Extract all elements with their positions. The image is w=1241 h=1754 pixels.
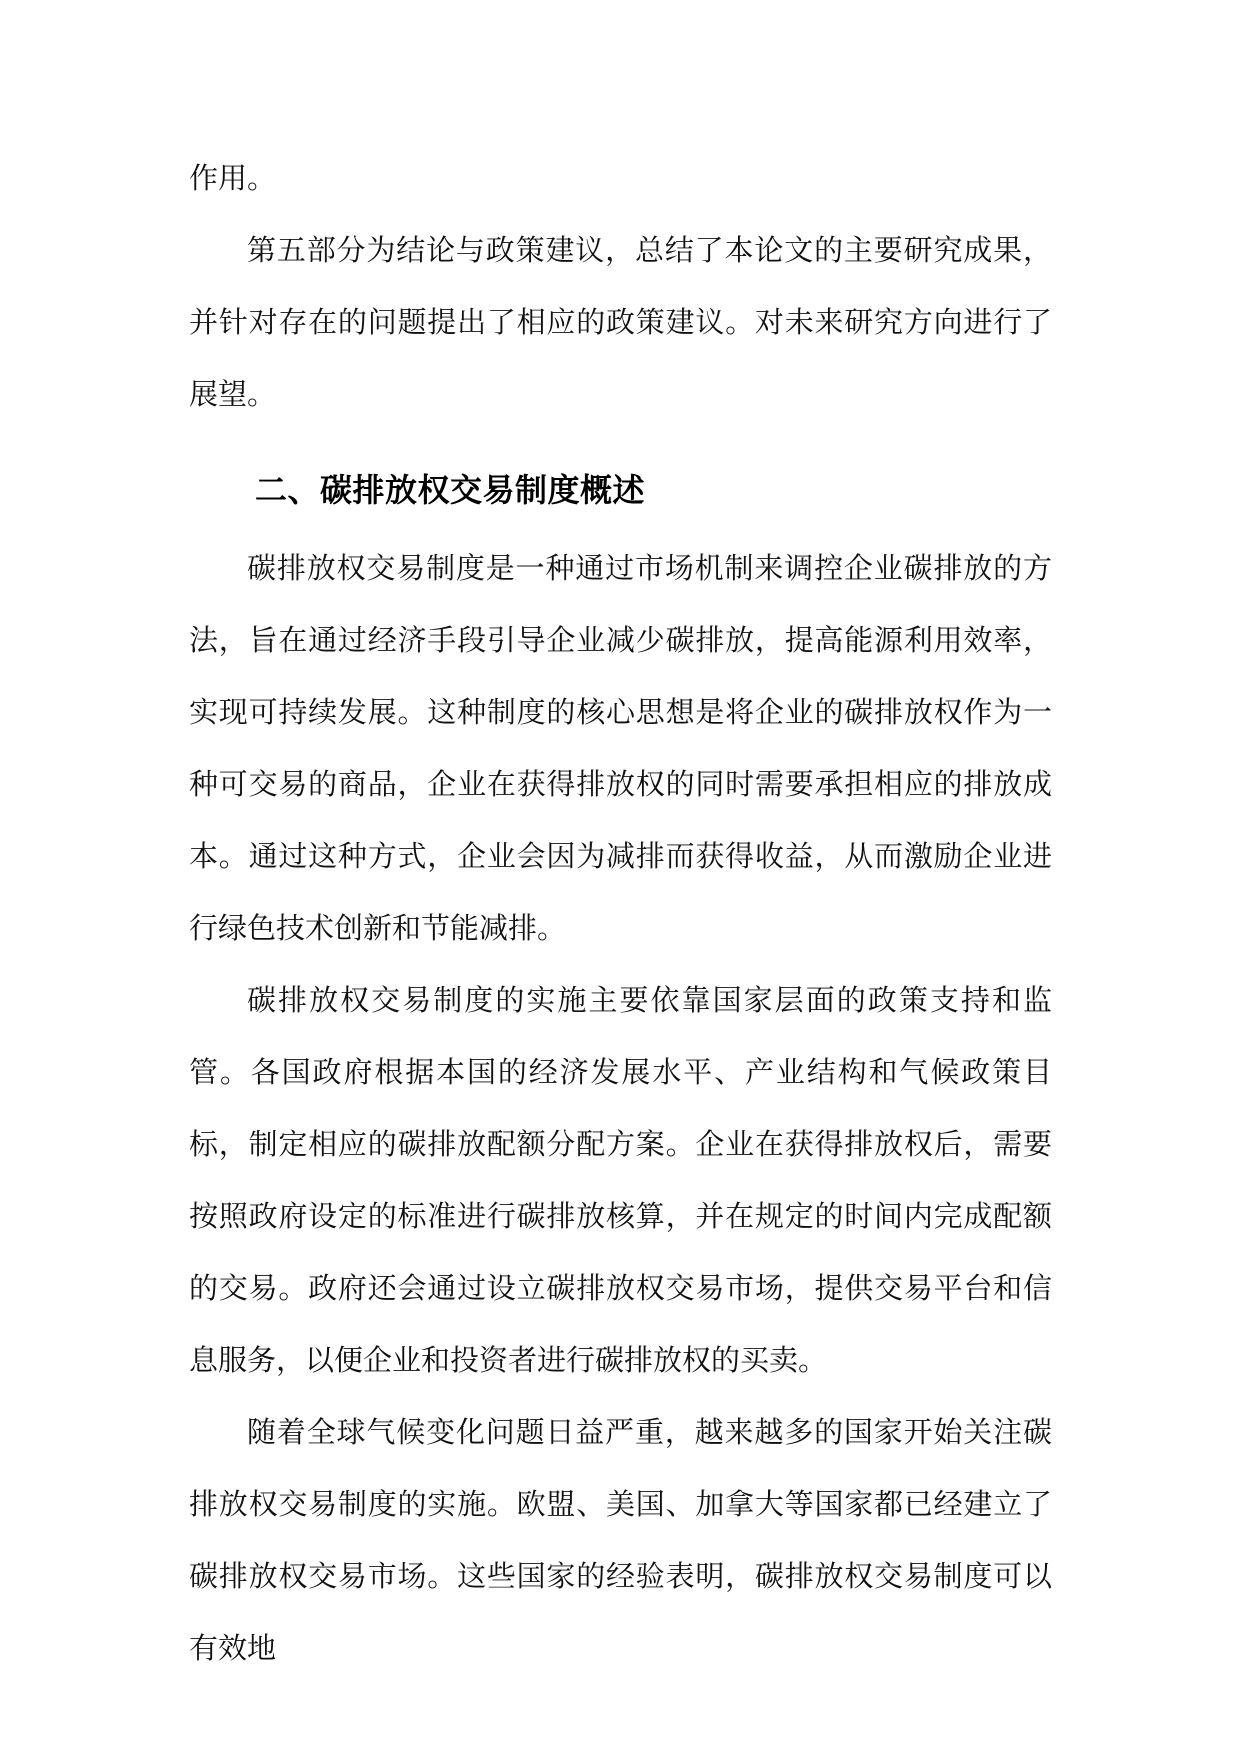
paragraph-global: 随着全球气候变化问题日益严重，越来越多的国家开始关注碳排放权交易制度的实施。欧盟、美国、加拿大等国家都已经建立了碳排放权交易市场。这些国家的经验表明，碳排放权交易制度可以有效地 xyxy=(189,1415,1052,1665)
paragraph-continuation: 作用。 xyxy=(189,161,277,195)
paragraph-fifth-part: 第五部分为结论与政策建议，总结了本论文的主要研究成果，并针对存在的问题提出了相应的政策建议。对未来研究方向进行了展望。 xyxy=(189,233,1052,411)
section-heading: 二、碳排放权交易制度概述 xyxy=(255,471,646,509)
document-body xyxy=(189,142,1052,1684)
paragraph-implementation: 碳排放权交易制度的实施主要依靠国家层面的政策支持和监管。各国政府根据本国的经济发展水平、产业结构和气候政策目标，制定相应的碳排放配额分配方案。企业在获得排放权后，需要按照政府设定的标准进行碳排放核算，并在规定的时间内完成配额的交易。政府还会通过设立碳排放权交易市场，提供交易平台和信息服务，以便企业和投资者进行碳排放权的买卖。 xyxy=(189,983,1052,1377)
spacer xyxy=(189,430,1052,442)
paragraph-overview: 碳排放权交易制度是一种通过市场机制来调控企业碳排放的方法，旨在通过经济手段引导企业减少碳排放，提高能源利用效率，实现可持续发展。这种制度的核心思想是将企业的碳排放权作为一种可交易的商品，企业在获得排放权的同时需要承担相应的排放成本。通过这种方式，企业会因为减排而获得收益，从而激励企业进行绿色技术创新和节能减排。 xyxy=(189,551,1052,945)
